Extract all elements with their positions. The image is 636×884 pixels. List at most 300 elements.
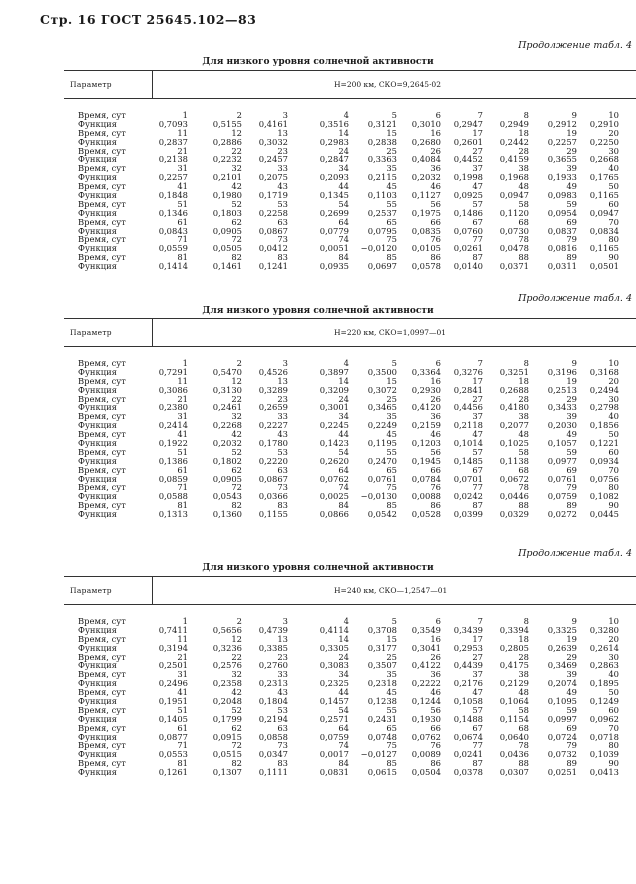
row-label: Функция: [78, 696, 117, 707]
table-cell: 0,0578: [411, 261, 441, 272]
table-cell: 0,1951: [158, 696, 188, 707]
table-cell: 49: [566, 429, 577, 440]
table-cell: 0,0905: [212, 473, 242, 484]
table-cell: 0,2863: [589, 660, 619, 671]
table-cell: 6: [435, 358, 441, 368]
table-cell: 66: [430, 216, 441, 227]
table-cell: 0,1155: [258, 509, 288, 520]
table-cell: 22: [231, 393, 242, 404]
table-cell: 56: [430, 198, 441, 209]
row-label: Функция: [78, 473, 117, 484]
table-cell: 0,0983: [547, 190, 577, 201]
table-cell: 0,1138: [499, 455, 529, 466]
table-cell: 34: [338, 411, 349, 422]
table-cell: 74: [338, 234, 349, 245]
table-cell: 0,4439: [453, 660, 483, 671]
table-cell: 58: [518, 198, 529, 209]
table-cell: −0,0127: [360, 749, 397, 760]
table-cell: 5: [391, 358, 397, 368]
row-label: Функция: [78, 642, 117, 653]
table-cell: 0,2537: [367, 207, 397, 218]
table-cell: 71: [177, 234, 188, 245]
table-cell: 42: [231, 429, 242, 440]
table-cell: 15: [386, 633, 397, 644]
table-cell: 37: [472, 411, 483, 422]
table-cell: 0,2513: [547, 384, 577, 395]
table-cell: 0,1241: [258, 261, 288, 272]
table-cell: 46: [430, 181, 441, 192]
table-cell: 41: [177, 429, 188, 440]
table-cell: 77: [472, 482, 483, 493]
table-cell: 0,3032: [258, 136, 288, 147]
table-cell: 0,7411: [158, 624, 188, 635]
table-cell: 4: [343, 358, 349, 368]
table-cell: 51: [177, 198, 188, 209]
table-cell: 90: [608, 500, 619, 511]
table-cell: 15: [386, 127, 397, 138]
table-cell: 29: [566, 145, 577, 156]
table-cell: 52: [231, 446, 242, 457]
table-cell: 35: [386, 411, 397, 422]
table-cell: 0,0843: [158, 225, 188, 236]
table-cell: 42: [231, 687, 242, 698]
table-cell: 67: [472, 216, 483, 227]
table-cell: 77: [472, 234, 483, 245]
table-cell: 0,2601: [453, 136, 483, 147]
table-cell: 0,1414: [158, 261, 188, 272]
table-cell: 0,2798: [589, 402, 619, 413]
altitude-sko-params: H=220 км, СКО=1,0997—01: [334, 328, 447, 337]
table-cell: 81: [177, 252, 188, 263]
table-cell: 0,0272: [547, 509, 577, 520]
table-cell: 0,2912: [547, 118, 577, 129]
table-cell: 0,2496: [158, 678, 188, 689]
table-cell: 75: [386, 234, 397, 245]
table-cell: 0,3168: [589, 366, 619, 377]
table-cell: 24: [338, 393, 349, 404]
table-cell: 0,1485: [453, 455, 483, 466]
table-cell: 40: [608, 163, 619, 174]
table-cell: 0,0756: [589, 473, 619, 484]
table-cell: 80: [608, 740, 619, 751]
table-cell: 10: [608, 616, 619, 626]
table-cell: 24: [338, 651, 349, 662]
row-label: Время, сут: [78, 163, 126, 174]
table-cell: 0,1933: [547, 172, 577, 183]
table-cell: 0,1195: [367, 438, 397, 449]
table-cell: 36: [430, 163, 441, 174]
table-cell: 65: [386, 216, 397, 227]
table-cell: 0,0371: [499, 261, 529, 272]
table-cell: 52: [231, 704, 242, 715]
table-cell: 36: [430, 411, 441, 422]
table-cell: 53: [277, 704, 288, 715]
table-cell: 0,1799: [212, 713, 242, 724]
table-cell: 0,3001: [319, 402, 349, 413]
table-cell: 3: [282, 616, 288, 626]
table-header: [64, 70, 636, 99]
table-cell: 29: [566, 393, 577, 404]
table-cell: 0,2571: [319, 713, 349, 724]
table-cell: 47: [472, 181, 483, 192]
table-cell: 88: [518, 500, 529, 511]
table-cell: 58: [518, 704, 529, 715]
table-cell: 0,0925: [453, 190, 483, 201]
table-cell: 21: [177, 393, 188, 404]
table-cell: 67: [472, 722, 483, 733]
table-cell: 0,0241: [453, 749, 483, 760]
table-cell: 49: [566, 181, 577, 192]
row-label: Функция: [78, 384, 117, 395]
table-cell: 70: [608, 722, 619, 733]
table-cell: 47: [472, 687, 483, 698]
table-cell: 71: [177, 482, 188, 493]
table-cell: 70: [608, 216, 619, 227]
table-cell: 81: [177, 500, 188, 511]
table-cell: 0,3655: [547, 154, 577, 165]
table-cell: 15: [386, 375, 397, 386]
table-cell: 0,0724: [547, 731, 577, 742]
table-cell: 17: [472, 633, 483, 644]
table-cell: 0,2194: [258, 713, 288, 724]
table-cell: 7: [477, 358, 483, 368]
table-cell: 0,4084: [411, 154, 441, 165]
table-cell: 0,4114: [319, 624, 349, 635]
page-header: Стр. 16 ГОСТ 25645.102—83: [40, 12, 257, 27]
table-cell: 0,0261: [453, 243, 483, 254]
row-label: Время, сут: [78, 616, 126, 626]
table-cell: 65: [386, 464, 397, 475]
table-cell: 64: [338, 464, 349, 475]
table-cell: 0,0718: [589, 731, 619, 742]
table-cell: 83: [277, 758, 288, 769]
table-cell: 0,0501: [589, 261, 619, 272]
table-cell: 25: [386, 393, 397, 404]
table-cell: 87: [472, 500, 483, 511]
table-cell: 90: [608, 758, 619, 769]
table-cell: 19: [566, 633, 577, 644]
table-cell: 0,1386: [158, 455, 188, 466]
row-label: Время, сут: [78, 669, 126, 680]
table-cell: 4: [343, 110, 349, 120]
table-cell: 34: [338, 669, 349, 680]
table-cell: 41: [177, 181, 188, 192]
row-label: Функция: [78, 438, 117, 449]
table-cell: 0,2227: [258, 420, 288, 431]
table-cell: 0,1165: [589, 243, 619, 254]
table-cell: 26: [430, 393, 441, 404]
table-cell: 58: [518, 446, 529, 457]
table-cell: 0,2837: [158, 136, 188, 147]
table-cell: 0,1120: [499, 207, 529, 218]
table-cell: 9: [571, 358, 577, 368]
table-cell: 23: [277, 651, 288, 662]
table-cell: 11: [177, 127, 188, 138]
header-divider: [152, 71, 153, 98]
table-cell: 83: [277, 252, 288, 263]
table-cell: 8: [523, 358, 529, 368]
table-cell: 0,0559: [158, 243, 188, 254]
table-cell: 0,1998: [453, 172, 483, 183]
table-cell: 0,2258: [258, 207, 288, 218]
row-label: Время, сут: [78, 429, 126, 440]
table-cell: 0,1346: [158, 207, 188, 218]
table-cell: 5: [391, 110, 397, 120]
table-cell: 18: [518, 127, 529, 138]
table-cell: 0,0697: [367, 261, 397, 272]
table-body: [0, 359, 636, 519]
table-cell: 0,2268: [212, 420, 242, 431]
table-cell: 21: [177, 651, 188, 662]
table-cell: 0,1486: [453, 207, 483, 218]
table-cell: 0,0672: [499, 473, 529, 484]
table-cell: 16: [430, 633, 441, 644]
table-cell: 39: [566, 669, 577, 680]
table-cell: 0,3897: [319, 366, 349, 377]
table-cell: 41: [177, 687, 188, 698]
table-cell: 85: [386, 758, 397, 769]
table-cell: 0,2358: [212, 678, 242, 689]
table-cell: 32: [231, 163, 242, 174]
table-cell: 86: [430, 758, 441, 769]
table-cell: 17: [472, 375, 483, 386]
table-cell: 59: [566, 446, 577, 457]
row-label: Время, сут: [78, 358, 126, 368]
table-cell: 0,2232: [212, 154, 242, 165]
table-cell: 55: [386, 446, 397, 457]
table-cell: 0,2138: [158, 154, 188, 165]
table-cell: 42: [231, 181, 242, 192]
table-cell: 26: [430, 651, 441, 662]
table-cell: 90: [608, 252, 619, 263]
table-cell: 0,0412: [258, 243, 288, 254]
table-cell: 0,0997: [547, 713, 577, 724]
table-cell: 22: [231, 651, 242, 662]
table-cell: 0,2760: [258, 660, 288, 671]
table-cell: 21: [177, 145, 188, 156]
table-cell: 12: [231, 127, 242, 138]
table-cell: 39: [566, 411, 577, 422]
table-cell: 76: [430, 234, 441, 245]
table-cell: 0,1221: [589, 438, 619, 449]
table-body: [0, 111, 636, 271]
table-cell: 79: [566, 482, 577, 493]
table-cell: 0,2115: [367, 172, 397, 183]
table-cell: 0,0615: [367, 767, 397, 778]
table-cell: 0,0088: [411, 491, 441, 502]
table-cell: 0,3363: [367, 154, 397, 165]
table-cell: 0,2249: [367, 420, 397, 431]
row-label: Время, сут: [78, 216, 126, 227]
table-cell: 0,0251: [547, 767, 577, 778]
table-cell: 0,0399: [453, 509, 483, 520]
table-cell: 0,0140: [453, 261, 483, 272]
table-cell: 0,1975: [411, 207, 441, 218]
table-cell: 0,4159: [499, 154, 529, 165]
table-cell: 0,0954: [547, 207, 577, 218]
table-cell: 28: [518, 651, 529, 662]
row-label: Время, сут: [78, 500, 126, 511]
table-cell: 20: [608, 375, 619, 386]
table-cell: 0,5656: [212, 624, 242, 635]
table-cell: 43: [277, 429, 288, 440]
row-label: Функция: [78, 660, 117, 671]
row-label: Функция: [78, 749, 117, 760]
row-label: Время, сут: [78, 252, 126, 263]
table-cell: 23: [277, 393, 288, 404]
table-cell: 84: [338, 252, 349, 263]
table-cell: 0,2257: [547, 136, 577, 147]
table-cell: 0,7291: [158, 366, 188, 377]
row-label: Функция: [78, 624, 117, 635]
table-cell: 2: [236, 358, 242, 368]
table-cell: 0,2659: [258, 402, 288, 413]
table-cell: 0,3196: [547, 366, 577, 377]
table-cell: 0,2668: [589, 154, 619, 165]
table-cell: 0,1360: [212, 509, 242, 520]
table-cell: 0,0867: [258, 225, 288, 236]
table-cell: 50: [608, 687, 619, 698]
table-cell: 33: [277, 411, 288, 422]
table-cell: 0,1154: [499, 713, 529, 724]
table-cell: 0,1719: [258, 190, 288, 201]
table-cell: 72: [231, 482, 242, 493]
table-cell: 0,0760: [453, 225, 483, 236]
table-cell: 0,1082: [589, 491, 619, 502]
table-cell: 0,1856: [589, 420, 619, 431]
table-cell: 20: [608, 127, 619, 138]
table-cell: 0,2442: [499, 136, 529, 147]
table-cell: 0,1803: [212, 207, 242, 218]
table-cell: 52: [231, 198, 242, 209]
header-divider: [152, 319, 153, 346]
table-cell: 69: [566, 464, 577, 475]
table-cell: 0,1968: [499, 172, 529, 183]
table-cell: 66: [430, 464, 441, 475]
table-cell: 0,3465: [367, 402, 397, 413]
table-cell: 68: [518, 216, 529, 227]
table-cell: 0,1488: [453, 713, 483, 724]
table-cell: 39: [566, 163, 577, 174]
table-cell: 14: [338, 375, 349, 386]
table-cell: 13: [277, 127, 288, 138]
table-cell: 0,1095: [547, 696, 577, 707]
table-cell: 0,4161: [258, 118, 288, 129]
row-label: Функция: [78, 767, 117, 778]
row-label: Время, сут: [78, 722, 126, 733]
row-label: Функция: [78, 455, 117, 466]
table-cell: 0,0834: [589, 225, 619, 236]
table-cell: 0,1405: [158, 713, 188, 724]
table-cell: 88: [518, 758, 529, 769]
table-cell: 57: [472, 704, 483, 715]
table-cell: 14: [338, 127, 349, 138]
row-label: Время, сут: [78, 145, 126, 156]
table-cell: 30: [608, 145, 619, 156]
table-cell: 28: [518, 145, 529, 156]
table-cell: 59: [566, 198, 577, 209]
table-cell: 0,2431: [367, 713, 397, 724]
table-cell: 87: [472, 758, 483, 769]
table-cell: 0,0528: [411, 509, 441, 520]
table-cell: 13: [277, 633, 288, 644]
table-cell: 45: [386, 429, 397, 440]
table-cell: 0,0017: [319, 749, 349, 760]
table-cell: 0,2048: [212, 696, 242, 707]
table-cell: 0,2129: [499, 678, 529, 689]
table-cell: 54: [338, 198, 349, 209]
table-cell: 60: [608, 704, 619, 715]
row-label: Время, сут: [78, 181, 126, 192]
row-label: Функция: [78, 172, 117, 183]
table-cell: 0,4122: [411, 660, 441, 671]
table-cell: 49: [566, 687, 577, 698]
table-cell: 32: [231, 669, 242, 680]
table-cell: 0,0329: [499, 509, 529, 520]
table-cell: 0,3433: [547, 402, 577, 413]
section-title: Для низкого уровня солнечной активности: [202, 306, 434, 316]
table-cell: 0,4456: [453, 402, 483, 413]
table-cell: 40: [608, 669, 619, 680]
table-cell: 3: [282, 358, 288, 368]
table-cell: 17: [472, 127, 483, 138]
table-cell: 0,1802: [212, 455, 242, 466]
table-cell: 0,3083: [319, 660, 349, 671]
table-cell: 0,0542: [367, 509, 397, 520]
table-cell: 80: [608, 482, 619, 493]
table-cell: 78: [518, 234, 529, 245]
table-cell: 7: [477, 110, 483, 120]
table-cell: 71: [177, 740, 188, 751]
row-label: Время, сут: [78, 110, 126, 120]
table-cell: 0,2953: [453, 642, 483, 653]
table-cell: 0,2245: [319, 420, 349, 431]
table-cell: 0,3394: [499, 624, 529, 635]
table-cell: 27: [472, 145, 483, 156]
table-cell: 0,2075: [258, 172, 288, 183]
table-cell: 56: [430, 704, 441, 715]
table-cell: 37: [472, 669, 483, 680]
table-cell: 75: [386, 482, 397, 493]
table-cell: 84: [338, 758, 349, 769]
table-cell: 30: [608, 651, 619, 662]
table-cell: 0,3500: [367, 366, 397, 377]
row-label: Время, сут: [78, 740, 126, 751]
table-cell: 0,2032: [212, 438, 242, 449]
table-cell: 76: [430, 482, 441, 493]
row-label: Время, сут: [78, 411, 126, 422]
table-cell: 0,1457: [319, 696, 349, 707]
table-cell: 0,1461: [212, 261, 242, 272]
table-cell: 38: [518, 163, 529, 174]
table-cell: 0,0837: [547, 225, 577, 236]
table-cell: 1: [182, 110, 188, 120]
table-cell: 76: [430, 740, 441, 751]
table-cell: 0,5470: [212, 366, 242, 377]
table-cell: 0,3086: [158, 384, 188, 395]
table-cell: 0,0674: [453, 731, 483, 742]
table-cell: 44: [338, 429, 349, 440]
table-cell: 0,5155: [212, 118, 242, 129]
table-cell: 31: [177, 669, 188, 680]
table-cell: 56: [430, 446, 441, 457]
table-cell: 80: [608, 234, 619, 245]
table-cell: 0,0835: [411, 225, 441, 236]
table-cell: −0,0120: [360, 243, 397, 254]
table-cell: 47: [472, 429, 483, 440]
table-cell: 10: [608, 110, 619, 120]
table-cell: 0,0089: [411, 749, 441, 760]
